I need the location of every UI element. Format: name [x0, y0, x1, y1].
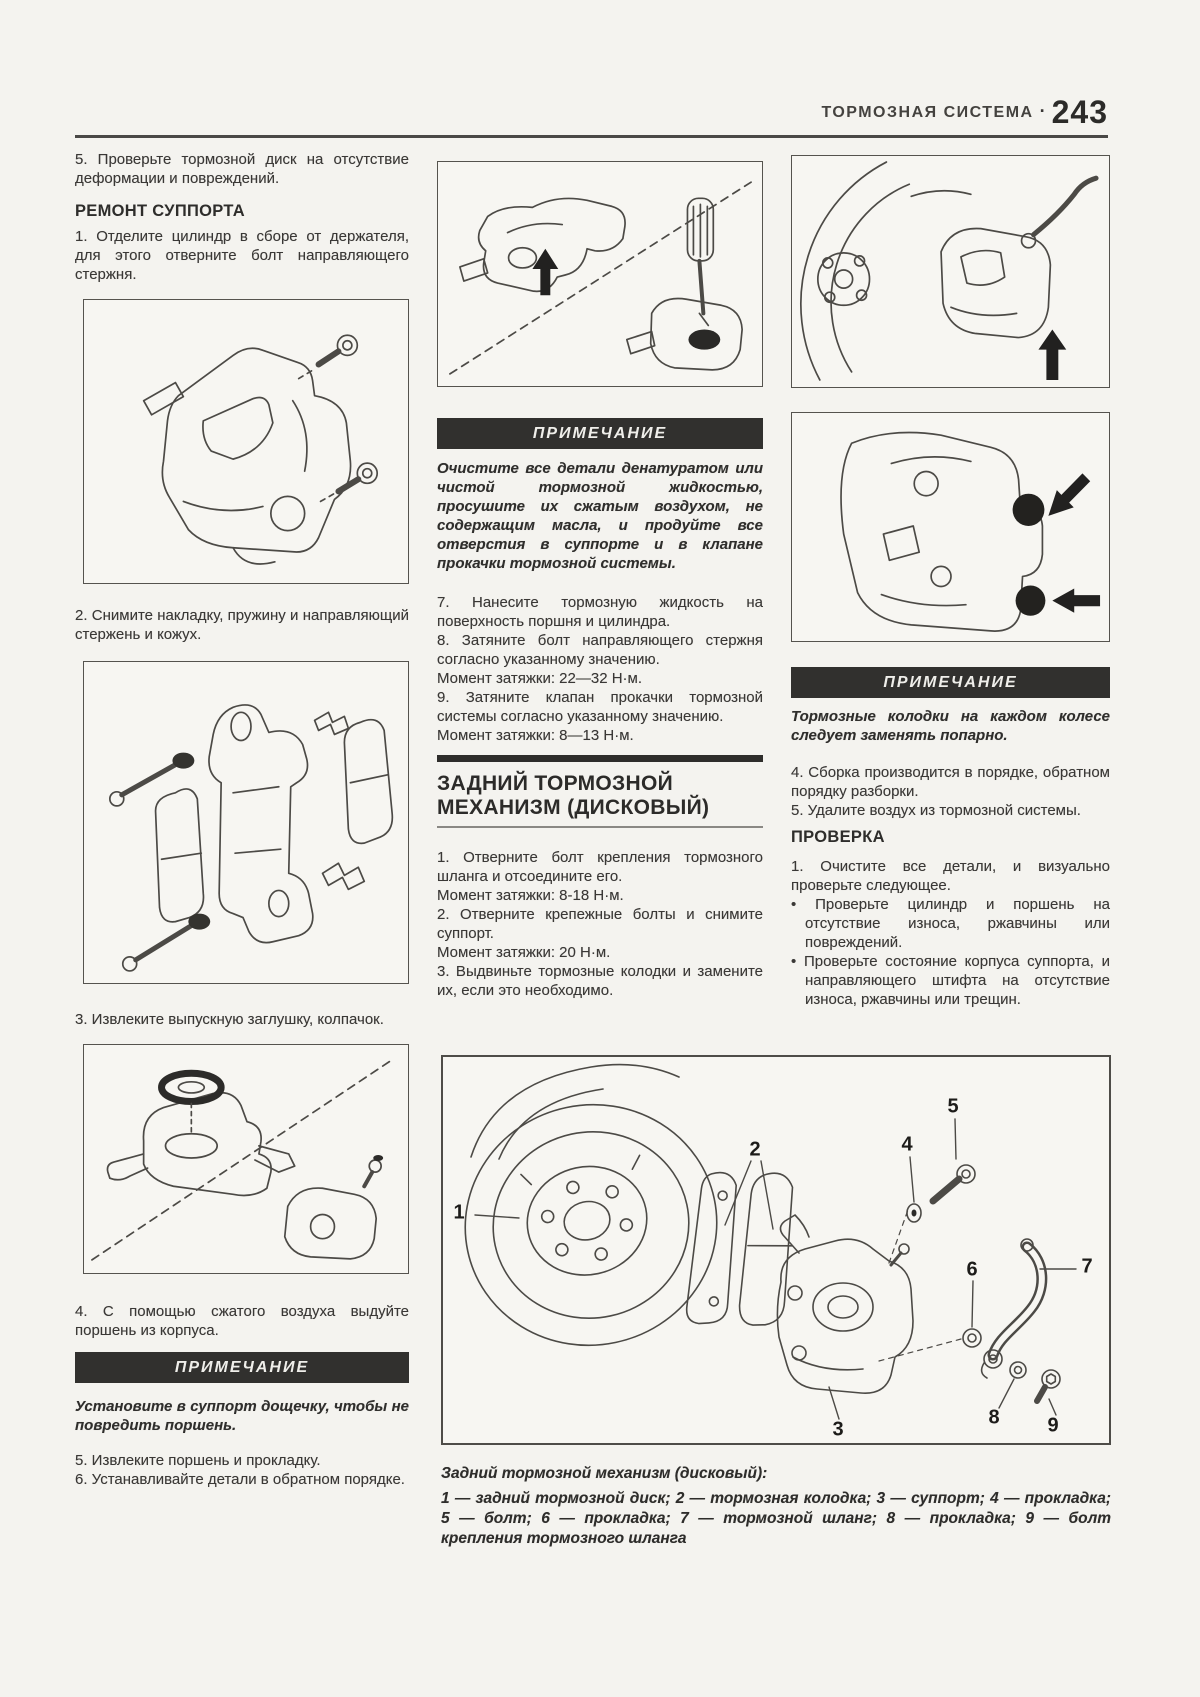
- step-text: 5. Извлеките поршень и прокладку.: [75, 1452, 321, 1469]
- callout-2: 2: [749, 1138, 761, 1161]
- diagram-caption-title: Задний тормозной механизм (дисковый):: [441, 1465, 768, 1482]
- callout-4: 4: [901, 1133, 913, 1156]
- note-bar-label: ПРИМЕЧАНИЕ: [174, 1359, 310, 1376]
- torque-value: Момент затяжки: 8-18 Н·м.: [437, 887, 624, 904]
- header-rule: [75, 135, 1108, 138]
- bracket-screwdriver-drawing: [438, 162, 762, 386]
- step-text: 2. Отверните крепежные болты и снимите суппорт.: [437, 906, 763, 942]
- step-text: 9. Затяните клапан прокачки тормозной системы согласно указанному значению.: [437, 689, 763, 725]
- check-bullet: • Проверьте цилиндр и поршень на отсутствие износа, ржавчины или повреждений.: [791, 896, 1110, 951]
- header-separator: ·: [1039, 101, 1046, 121]
- step-text: 4. Сборка производится в порядке, обратном порядку разборки.: [791, 764, 1110, 800]
- column-left: [75, 150, 409, 1489]
- figure-bracket-screwdriver: [437, 161, 763, 387]
- exploded-diagram-rear-disc-brake: [441, 1055, 1111, 1445]
- step-text: 2. Снимите накладку, пружину и направляющий стержень и кожух.: [75, 607, 409, 643]
- plug-cap-drawing: [84, 1045, 408, 1273]
- step-text: 3. Извлеките выпускную заглушку, колпачок.: [75, 1011, 384, 1028]
- step-text: 7. Нанесите тормозную жидкость на поверхность поршня и цилиндра.: [437, 594, 763, 630]
- exploded-diagram-drawing: [443, 1057, 1109, 1443]
- header-section-title: ТОРМОЗНАЯ СИСТЕМА: [821, 104, 1034, 121]
- torque-value: Момент затяжки: 22—32 Н·м.: [437, 670, 643, 687]
- step-text: 1. Отверните болт крепления тормозного шланга и отсоедините его.: [437, 849, 763, 885]
- step-text: 5. Удалите воздух из тормозной системы.: [791, 802, 1081, 819]
- page-header: [821, 94, 1108, 131]
- torque-value: Момент затяжки: 20 Н·м.: [437, 944, 611, 961]
- figure-exploded-pads-carrier: [83, 661, 409, 984]
- torque-value: Момент затяжки: 8—13 Н·м.: [437, 727, 634, 744]
- header-page-number: 243: [1051, 94, 1108, 130]
- note-bar-label: ПРИМЕЧАНИЕ: [532, 425, 668, 442]
- callout-6: 6: [966, 1258, 978, 1281]
- repair-heading: РЕМОНТ СУППОРТА: [75, 202, 245, 220]
- figure-caliper-plugs: [791, 412, 1110, 642]
- section-rule: [437, 755, 763, 762]
- note-bar: [791, 667, 1110, 698]
- step-text: 1. Отделите цилиндр в сборе от держателя, для этого отверните болт направляющего стержня.: [75, 228, 409, 283]
- note-text: Тормозные колодки на каждом колесе следует заменять попарно.: [791, 708, 1110, 744]
- column-right: [791, 155, 1110, 1009]
- diagram-caption: [441, 1464, 1111, 1549]
- caliper-bolts-drawing: [84, 300, 408, 583]
- step-text: 4. С помощью сжатого воздуха выдуйте поршень из корпуса.: [75, 1303, 409, 1339]
- note-bar: [75, 1352, 409, 1383]
- section-heading: ЗАДНИЙ ТОРМОЗНОЙ МЕХАНИЗМ (ДИСКОВЫЙ): [437, 772, 710, 819]
- callout-8: 8: [988, 1406, 1000, 1429]
- figure-plug-cap-removal: [83, 1044, 409, 1274]
- callout-7: 7: [1081, 1255, 1093, 1278]
- caliper-plugs-drawing: [792, 413, 1109, 641]
- step-text: 1. Очистите все детали, и визуально проверьте следующее.: [791, 858, 1110, 894]
- step-text: 5. Проверьте тормозной диск на отсутствие деформации и повреждений.: [75, 151, 409, 187]
- check-bullet: • Проверьте состояние корпуса суппорта, и направляющего штифта на отсутствие износа, ржавчины или трещин.: [791, 953, 1110, 1008]
- callout-9: 9: [1047, 1414, 1059, 1437]
- section-underline: [437, 826, 763, 828]
- step-text: 8. Затяните болт направляющего стержня согласно указанному значению.: [437, 632, 763, 668]
- note-bar: [437, 418, 763, 449]
- column-middle: [437, 161, 763, 1000]
- callout-1: 1: [453, 1201, 465, 1224]
- figure-caliper-guide-bolts: [83, 299, 409, 584]
- note-bar-label: ПРИМЕЧАНИЕ: [883, 674, 1018, 691]
- note-text: Очистите все детали денатуратом или чистой тормозной жидкостью, просушите их сжатым воздухом, не содержащим масла, и продуйте все отверстия в суппорте и в клапане прокачки тормозной системы.: [437, 460, 763, 572]
- note-text: Установите в суппорт дощечку, чтобы не повредить поршень.: [75, 1398, 409, 1434]
- exploded-pads-drawing: [84, 662, 408, 983]
- callout-3: 3: [832, 1418, 844, 1441]
- step-text: 6. Устанавливайте детали в обратном порядке.: [75, 1471, 405, 1488]
- figure-rear-brake-assembly: [791, 155, 1110, 388]
- step-text: 3. Выдвиньте тормозные колодки и замените их, если это необходимо.: [437, 963, 763, 999]
- rear-brake-assembly-drawing: [792, 156, 1109, 387]
- check-heading: ПРОВЕРКА: [791, 828, 885, 846]
- callout-5: 5: [947, 1095, 959, 1118]
- diagram-legend: 1 — задний тормозной диск; 2 — тормозная колодка; 3 — суппорт; 4 — прокладка; 5 — болт; 6 — прокладка; 7 — тормозной шланг; 8 — прокладка; 9 — болт крепления тормозного шланга: [441, 1490, 1111, 1547]
